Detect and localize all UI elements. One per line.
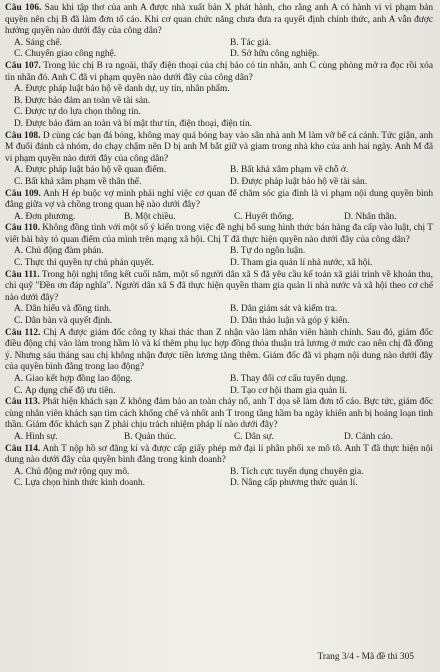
answer-option: D. Tạo cơ hội tham gia quản lí. — [230, 385, 347, 396]
question-block — [5, 397, 433, 443]
answer-options — [5, 84, 433, 130]
answer-options — [5, 432, 433, 444]
question-text: Chị A được giám đốc công ty khai thác than Z nhận vào làm nhân viên hành chính. Sau đó, giám đốc điều động chị vào làm trong hầm lò và kí thêm phụ lục hợp đồng thỏa thuận trả lương ở mức cao nên chị đã đồng ý. Nhưng sáu tháng sau chị không nhận được tiền lương tăng thêm. Giám đốc đã vi phạm nội dung nào dưới đây của quyền bình đẳng trong lao động? — [5, 327, 434, 373]
answer-option: C. Lựa chọn hình thức kinh doanh. — [14, 478, 145, 489]
question-number: Câu 112. — [5, 327, 41, 338]
answer-option: B. Một chiều. — [124, 211, 176, 222]
answer-option: B. Dân giám sát và kiểm tra. — [230, 304, 338, 315]
question-block — [5, 131, 433, 189]
question-number: Câu 111. — [5, 269, 40, 280]
answer-option: D. Nâng cấp phương thức quản lí. — [230, 478, 358, 489]
question-text: Trong lúc chị B ra ngoài, thấy điện thoại của chị báo có tin nhắn, anh C cùng phòng mở ra đọc rồi xóa tin nhắn đó. Anh C đã vi phạm quyền nào dưới đây của công dân? — [5, 60, 433, 83]
answer-option: D. Nhân thân. — [344, 211, 397, 222]
answer-option: B. Tích cực tuyển dụng chuyên gia. — [230, 466, 364, 477]
answer-options — [5, 467, 433, 490]
answer-option: A. Hình sự. — [14, 431, 58, 442]
question-text: D cùng các bạn đá bóng, không may quả bóng bay vào sân nhà anh M làm vỡ bể cá cảnh. Tức giận, anh M đuổi đánh cả nhóm, do chạy chậm nên D bị anh M bắt giữ và giam trong nhà kho của anh hai ngày. Anh M đã vi phạm quyền nào dưới đây của công dân? — [5, 130, 433, 164]
answer-option: C. Chuyển giao công nghệ. — [14, 49, 117, 60]
answer-option: D. Được pháp luật bảo hộ về tài sản. — [230, 176, 368, 187]
answer-option: C. Áp dụng chế độ ưu tiên. — [14, 385, 116, 396]
answer-option: C. Dân bàn và quyết định. — [14, 316, 113, 327]
answer-option: A. Chủ động mở rộng quy mô. — [14, 466, 130, 477]
answer-option: D. Được bảo đảm an toàn và bí mật thư tín, điện thoại, điện tín. — [14, 118, 252, 129]
answer-options — [5, 246, 433, 269]
answer-option: A. Được pháp luật bảo hộ về danh dự, uy tín, nhân phẩm. — [14, 84, 230, 95]
answer-option: A. Sáng chế. — [14, 37, 62, 48]
question-stem — [5, 444, 433, 467]
question-stem — [5, 270, 433, 305]
answer-option: B. Được bảo đảm an toàn về tài sản. — [14, 95, 151, 106]
question-number: Câu 109. — [5, 188, 41, 199]
question-block — [5, 328, 433, 398]
question-text: Phát hiện khách sạn Z không đảm bảo an toàn cháy nổ, anh T dọa sẽ làm đơn tố cáo. Bực tức, giám đốc cùng nhân viên khách sạn tìm cách khống chế và nhốt anh T trong tầng hầm ba ngày khiến anh bị hoảng loạn tinh thần. Giám đốc khách sạn Z phải chịu trách nhiệm pháp lí nào dưới đây? — [5, 397, 433, 431]
answer-option: D. Sở hữu công nghiệp. — [230, 49, 320, 60]
answer-option: B. Tự do ngôn luận. — [230, 246, 306, 257]
question-block — [5, 223, 433, 269]
question-block — [5, 444, 433, 490]
answer-option: D. Dân thảo luận và góp ý kiến. — [230, 316, 350, 327]
answer-option: A. Chủ động đàm phán. — [14, 246, 104, 257]
question-block — [5, 61, 433, 131]
question-stem — [5, 189, 433, 212]
question-number: Câu 108. — [5, 130, 41, 141]
question-number: Câu 110. — [5, 223, 40, 234]
answer-option: C. Được tự do lựa chọn thông tin. — [14, 107, 141, 118]
answer-options — [5, 374, 433, 397]
answer-option: A. Đơn phương. — [14, 211, 76, 222]
question-stem — [5, 328, 433, 374]
answer-option: D. Cảnh cáo. — [344, 431, 393, 442]
answer-option: C. Bất khả xâm phạm về thân thể. — [14, 176, 142, 187]
question-number: Câu 114. — [5, 443, 41, 454]
question-list — [5, 3, 433, 490]
answer-options — [5, 165, 433, 188]
question-text: Sau khi tập thơ của anh A được nhà xuất bản X phát hành, cho rằng anh A có hành vi vi phạm bản quyền nên chị B đã làm đơn tố cáo. Khi cơ quan chức năng chưa đưa ra quyết định chính thức, anh A vẫn được hưởng quyền nào dưới đây của công dân? — [5, 3, 434, 37]
question-stem — [5, 397, 433, 432]
answer-option: B. Tác giả. — [230, 37, 271, 48]
question-number: Câu 107. — [5, 60, 41, 71]
question-block — [5, 3, 433, 61]
answer-option: C. Dân sự. — [234, 431, 274, 442]
question-block — [5, 189, 433, 224]
answer-options — [5, 212, 433, 224]
answer-options — [5, 38, 433, 61]
answer-option: D. Tham gia quản lí nhà nước, xã hội. — [230, 258, 373, 269]
answer-option: B. Thay đổi cơ cấu tuyển dụng. — [230, 374, 348, 384]
question-text: Trong hội nghị tổng kết cuối năm, một số người dân xã S đã yêu cầu kế toán xã giải trình về khoản thu, chi quỹ "Đền ơn đáp nghĩa". Người dân xã S đã thực hiện quyền tham gia quản lí nhà nước và xã hội theo cơ chế nào dưới đây? — [5, 269, 433, 303]
question-stem — [5, 61, 433, 84]
answer-option: A. Giao kết hợp đồng lao động. — [14, 374, 133, 384]
answer-option: C. Thực thi quyền tự chủ phán quyết. — [14, 258, 154, 269]
question-text: Anh T nộp hồ sơ đăng kí và được cấp giấy phép mở đại lí phân phối xe mô tô. Anh T đã thực hiện nội dung nào dưới đây của quyền bình đẳng trong kinh doanh? — [5, 443, 433, 466]
answer-option: C. Huyết thống. — [234, 211, 294, 222]
page-footer: Trang 3/4 - Mã đề thi 305 — [317, 652, 414, 663]
question-number: Câu 106. — [5, 3, 42, 13]
answer-option: B. Bất khả xâm phạm về chỗ ở. — [230, 165, 349, 176]
answer-option: B. Quản thúc. — [124, 431, 177, 442]
answer-option: A. Được pháp luật bảo hộ về quan điểm. — [14, 165, 167, 176]
question-text: Không đồng tình với một số ý kiến trong việc đề nghị bổ sung hình thức bán hàng đa cấp vào luật, chị T viết bài bày tỏ quan điểm của mình trên mạng xã hội. Chị T đã thực hiện quyền nào dưới đây của công dân? — [5, 223, 433, 245]
answer-options — [5, 304, 433, 327]
question-block — [5, 270, 433, 328]
question-stem — [5, 223, 433, 246]
question-stem — [5, 131, 433, 166]
question-stem — [5, 3, 433, 38]
question-number: Câu 113. — [5, 397, 41, 408]
answer-option: A. Dân hiểu và đồng tình. — [14, 304, 112, 315]
question-text: Anh H ép buộc vợ mình phải nghỉ việc cơ quan để chăm sóc gia đình là vi phạm nội dung quyền bình đẳng giữa vợ và chồng trong quan hệ nào dưới đây? — [5, 188, 434, 211]
